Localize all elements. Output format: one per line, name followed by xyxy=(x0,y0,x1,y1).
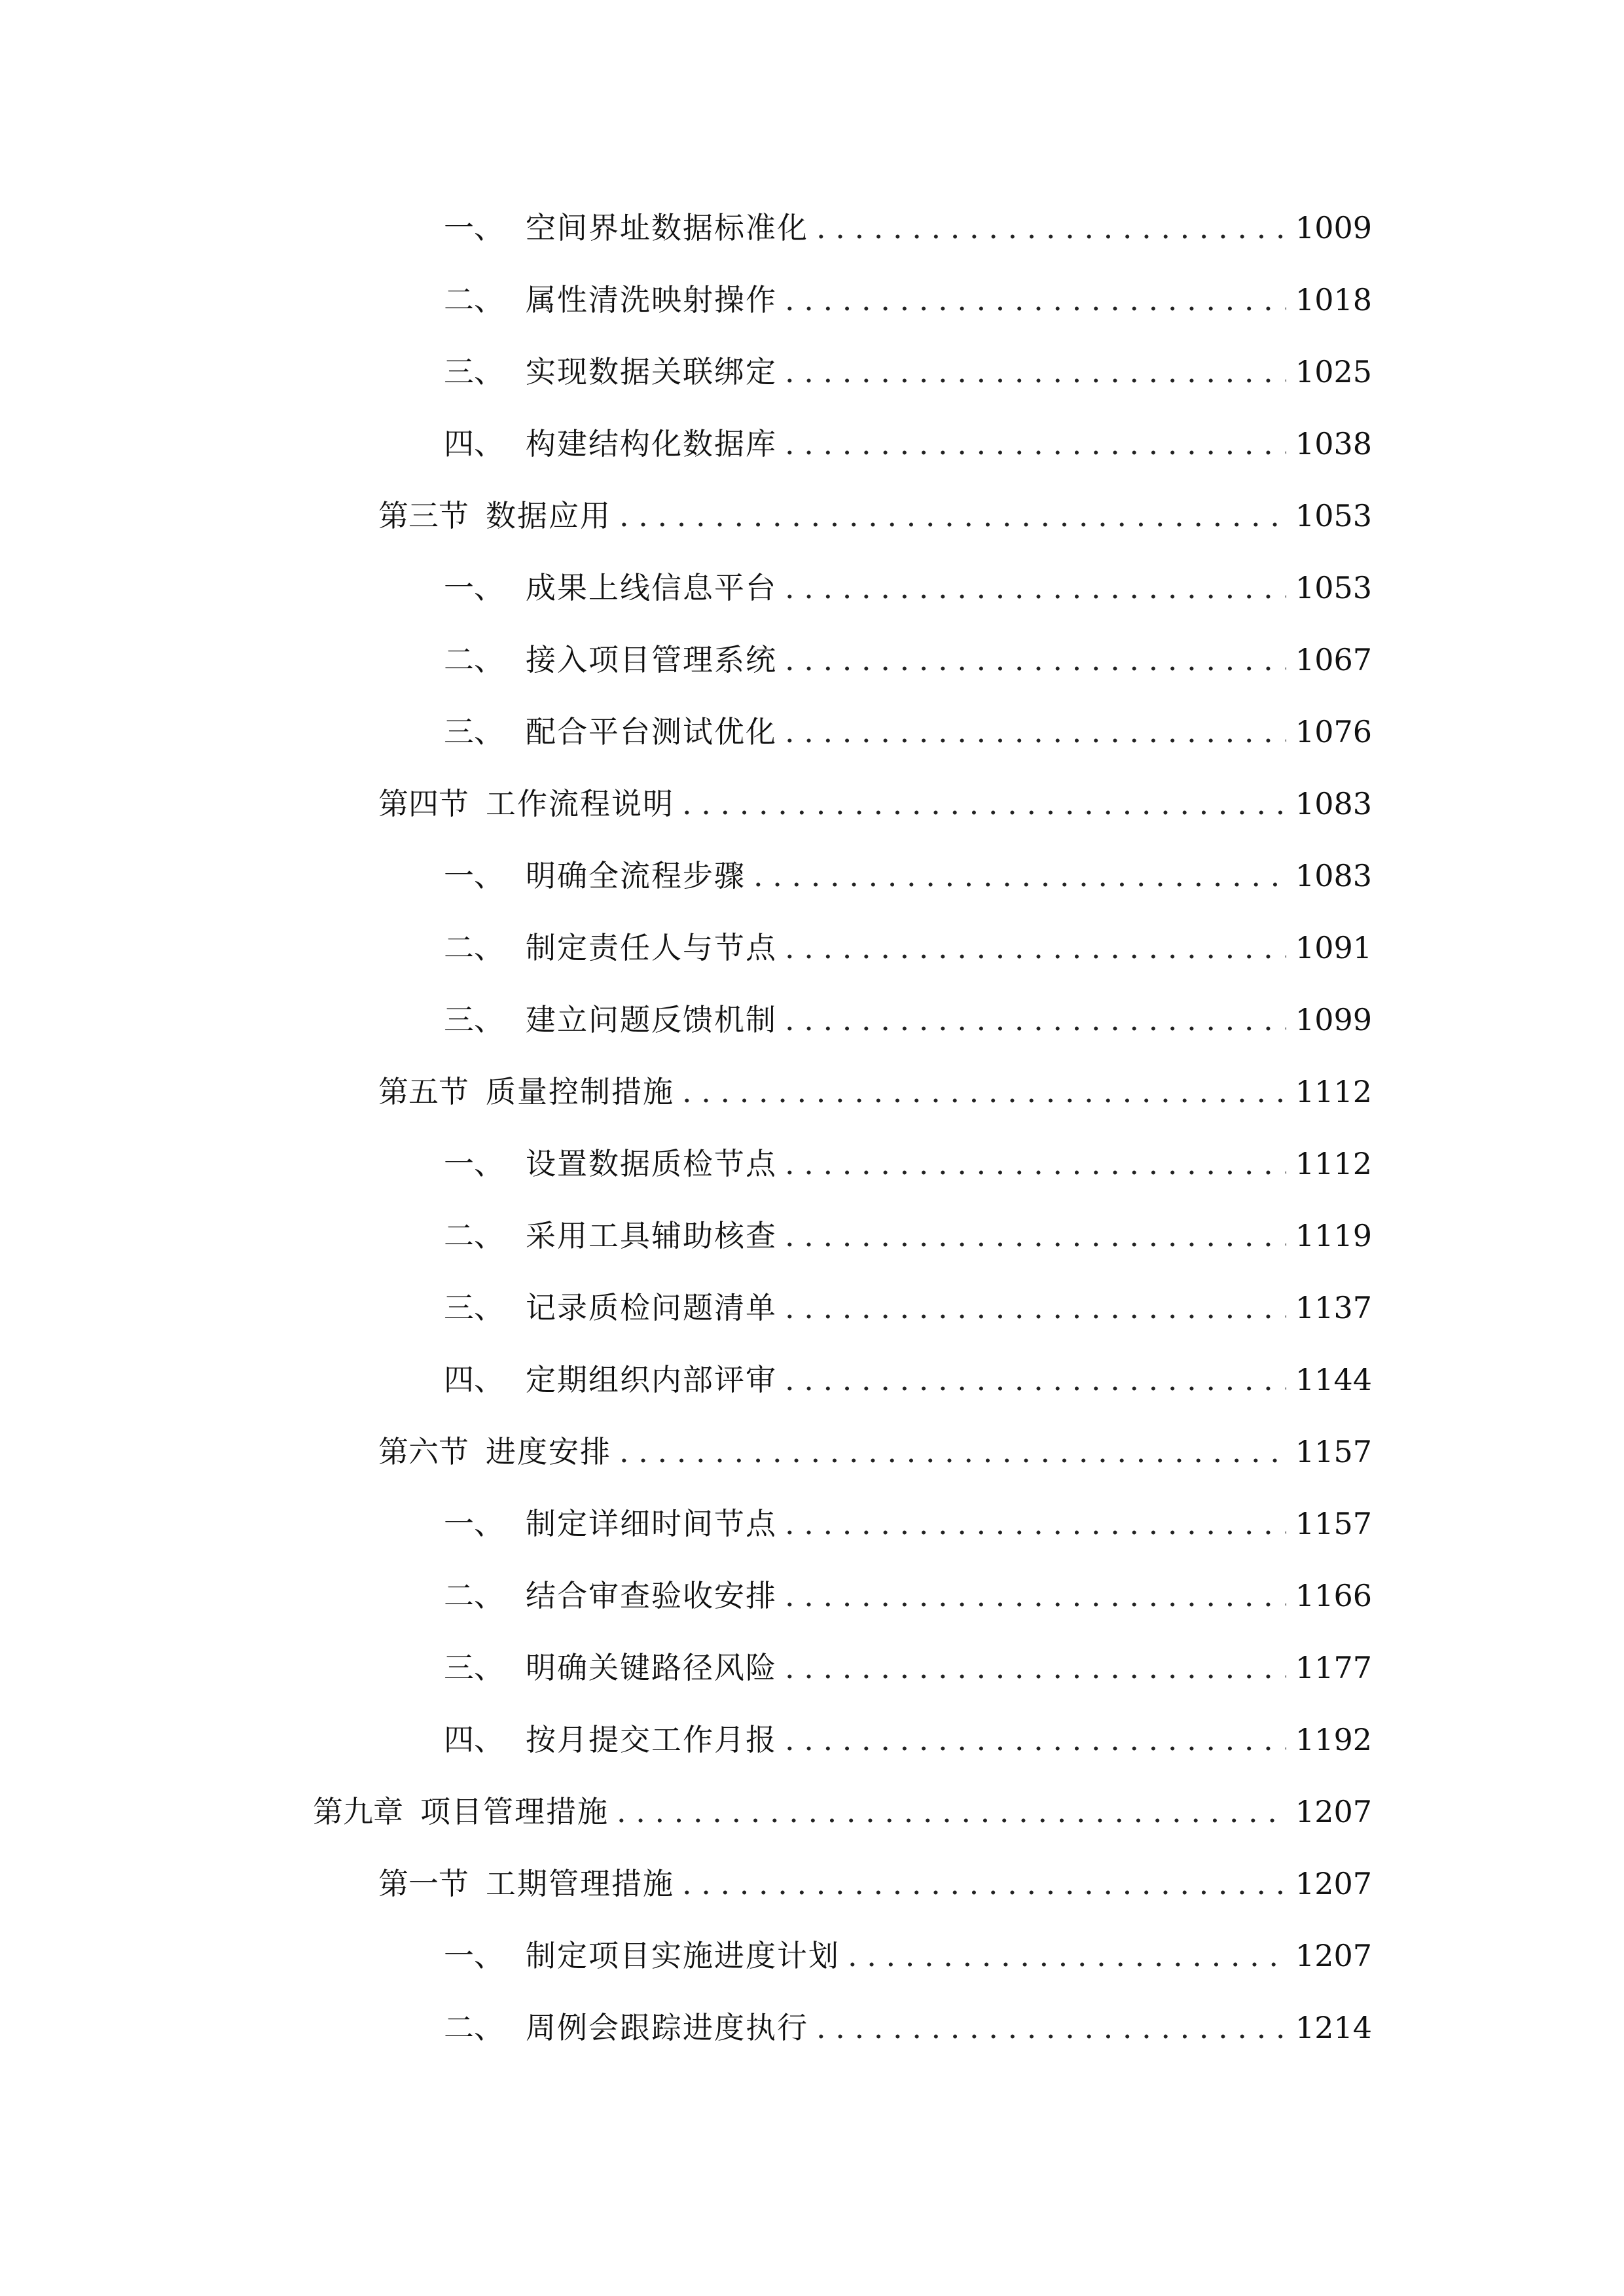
toc-entry[interactable] xyxy=(444,2001,1372,2054)
toc-entry-page: 1112 xyxy=(1295,1074,1372,1109)
toc-dot-leader xyxy=(785,1498,1286,1550)
toc-dot-leader xyxy=(682,1066,1286,1118)
toc-dot-leader xyxy=(619,1426,1286,1478)
toc-entry-number: 一、 xyxy=(444,570,504,605)
toc-dot-leader xyxy=(617,1785,1286,1838)
toc-entry-title: 属性清洗映射操作 xyxy=(526,282,777,317)
toc-entry[interactable] xyxy=(444,1641,1372,1694)
toc-entry-page: 1076 xyxy=(1295,714,1372,749)
toc-entry-title: 工作流程说明 xyxy=(486,786,674,821)
toc-entry-number: 四、 xyxy=(444,1722,504,1757)
toc-dot-leader xyxy=(619,490,1286,542)
toc-entry[interactable] xyxy=(444,274,1372,326)
toc-entry-title: 按月提交工作月报 xyxy=(526,1722,777,1757)
toc-entry-number: 第四节 xyxy=(378,786,469,821)
toc-entry-number: 一、 xyxy=(444,1938,504,1973)
toc-entry-number: 二、 xyxy=(444,1578,504,1613)
toc-entry-page: 1214 xyxy=(1295,2010,1372,2045)
toc-entry-title: 明确全流程步骤 xyxy=(526,858,746,893)
toc-dot-leader xyxy=(785,418,1286,470)
toc-dot-leader xyxy=(785,1354,1286,1406)
toc-entry-number: 第三节 xyxy=(378,498,469,533)
toc-dot-leader xyxy=(785,1570,1286,1622)
toc-entry-page: 1083 xyxy=(1295,858,1372,893)
toc-entry-title: 接入项目管理系统 xyxy=(526,642,777,677)
toc-entry[interactable] xyxy=(444,1138,1372,1190)
toc-dot-leader xyxy=(785,1138,1286,1190)
toc-entry-page: 1025 xyxy=(1295,354,1372,389)
toc-dot-leader xyxy=(682,778,1286,830)
toc-entry-title: 空间界址数据标准化 xyxy=(526,210,808,245)
toc-entry-section[interactable] xyxy=(378,1426,1372,1478)
toc-entry-title: 周例会跟踪进度执行 xyxy=(526,2010,808,2045)
toc-entry-page: 1067 xyxy=(1295,642,1372,677)
toc-entry[interactable] xyxy=(444,202,1372,254)
toc-entry-number: 第一节 xyxy=(378,1866,469,1901)
toc-entry-number: 二、 xyxy=(444,2010,504,2045)
toc-entry-number: 第五节 xyxy=(378,1074,469,1109)
toc-entry-page: 1177 xyxy=(1295,1650,1372,1685)
toc-dot-leader xyxy=(682,1857,1286,1910)
toc-entry-title: 明确关键路径风险 xyxy=(526,1650,777,1685)
toc-entry-page: 1038 xyxy=(1295,426,1372,461)
toc-entry-title: 结合审查验收安排 xyxy=(526,1578,777,1613)
toc-entry[interactable] xyxy=(444,1713,1372,1766)
toc-entry-number: 三、 xyxy=(444,354,504,389)
toc-dot-leader xyxy=(848,1929,1286,1982)
toc-dot-leader xyxy=(816,202,1286,254)
toc-entry-page: 1144 xyxy=(1295,1362,1372,1397)
toc-entry-page: 1018 xyxy=(1295,282,1372,317)
toc-entry[interactable] xyxy=(444,922,1372,974)
toc-entry-number: 第六节 xyxy=(378,1434,469,1469)
toc-entry-title: 设置数据质检节点 xyxy=(526,1146,777,1181)
toc-entry-title: 建立问题反馈机制 xyxy=(526,1002,777,1037)
toc-entry-number: 第九章 xyxy=(313,1794,403,1829)
toc-entry-page: 1157 xyxy=(1295,1506,1372,1541)
toc-entry-number: 一、 xyxy=(444,858,504,893)
toc-entry-page: 1207 xyxy=(1295,1938,1372,1973)
toc-entry-number: 二、 xyxy=(444,930,504,965)
toc-entry-page: 1157 xyxy=(1295,1434,1372,1469)
toc-entry-title: 制定责任人与节点 xyxy=(526,930,777,965)
toc-entry[interactable] xyxy=(444,562,1372,614)
toc-entry-title: 项目管理措施 xyxy=(420,1794,609,1829)
toc-entry-title: 定期组织内部评审 xyxy=(526,1362,777,1397)
toc-entry-chapter[interactable] xyxy=(313,1785,1372,1838)
toc-entry-title: 构建结构化数据库 xyxy=(526,426,777,461)
toc-entry[interactable] xyxy=(444,706,1372,758)
toc-entry-section[interactable] xyxy=(378,490,1372,542)
toc-entry-page: 1192 xyxy=(1295,1722,1372,1757)
toc-dot-leader xyxy=(785,706,1286,758)
toc-entry-number: 二、 xyxy=(444,1218,504,1253)
toc-dot-leader xyxy=(785,1210,1286,1262)
toc-entry-title: 质量控制措施 xyxy=(486,1074,674,1109)
toc-entry-title: 成果上线信息平台 xyxy=(526,570,777,605)
toc-dot-leader xyxy=(785,1713,1286,1766)
toc-dot-leader xyxy=(785,922,1286,974)
toc-entry[interactable] xyxy=(444,1498,1372,1550)
toc-entry-page: 1083 xyxy=(1295,786,1372,821)
toc-entry-number: 二、 xyxy=(444,642,504,677)
toc-entry[interactable] xyxy=(444,850,1372,902)
toc-entry-section[interactable] xyxy=(378,1066,1372,1118)
toc-entry-page: 1053 xyxy=(1295,498,1372,533)
toc-entry-page: 1166 xyxy=(1295,1578,1372,1613)
toc-entry[interactable] xyxy=(444,1570,1372,1622)
toc-entry[interactable] xyxy=(444,1282,1372,1334)
toc-entry[interactable] xyxy=(444,994,1372,1046)
toc-dot-leader xyxy=(785,994,1286,1046)
toc-entry[interactable] xyxy=(444,418,1372,470)
toc-dot-leader xyxy=(785,634,1286,686)
toc-entry-number: 四、 xyxy=(444,426,504,461)
toc-entry-section[interactable] xyxy=(378,778,1372,830)
toc-dot-leader xyxy=(785,562,1286,614)
toc-entry-page: 1137 xyxy=(1295,1290,1372,1325)
toc-entry[interactable] xyxy=(444,1210,1372,1262)
toc-entry-number: 三、 xyxy=(444,1002,504,1037)
toc-entry-section[interactable] xyxy=(378,1857,1372,1910)
toc-entry-number: 三、 xyxy=(444,714,504,749)
toc-entry-title: 实现数据关联绑定 xyxy=(526,354,777,389)
toc-entry-number: 三、 xyxy=(444,1650,504,1685)
toc-entry-number: 一、 xyxy=(444,1146,504,1181)
toc-dot-leader xyxy=(753,850,1286,902)
toc-entry-number: 四、 xyxy=(444,1362,504,1397)
toc-entry-page: 1099 xyxy=(1295,1002,1372,1037)
toc-entry-number: 二、 xyxy=(444,282,504,317)
toc-entry-page: 1112 xyxy=(1295,1146,1372,1181)
toc-entry-title: 记录质检问题清单 xyxy=(526,1290,777,1325)
toc-dot-leader xyxy=(785,346,1286,398)
toc-entry-number: 一、 xyxy=(444,210,504,245)
toc-entry-title: 进度安排 xyxy=(486,1434,611,1469)
toc-entry[interactable] xyxy=(444,346,1372,398)
toc-entry-page: 1053 xyxy=(1295,570,1372,605)
toc-entry-page: 1207 xyxy=(1295,1866,1372,1901)
toc-dot-leader xyxy=(816,2001,1286,2054)
toc-entry-page: 1119 xyxy=(1295,1218,1372,1253)
toc-entry[interactable] xyxy=(444,634,1372,686)
toc-entry-title: 制定项目实施进度计划 xyxy=(526,1938,840,1973)
toc-dot-leader xyxy=(785,274,1286,326)
toc-entry-title: 采用工具辅助核查 xyxy=(526,1218,777,1253)
toc-dot-leader xyxy=(785,1641,1286,1694)
toc-dot-leader xyxy=(785,1282,1286,1334)
toc-entry-page: 1009 xyxy=(1295,210,1372,245)
toc-entry-title: 数据应用 xyxy=(486,498,611,533)
toc-entry[interactable] xyxy=(444,1929,1372,1982)
toc-entry-number: 三、 xyxy=(444,1290,504,1325)
toc-entry-title: 配合平台测试优化 xyxy=(526,714,777,749)
toc-entry-number: 一、 xyxy=(444,1506,504,1541)
toc-entry-page: 1091 xyxy=(1295,930,1372,965)
toc-entry-title: 制定详细时间节点 xyxy=(526,1506,777,1541)
toc-entry-page: 1207 xyxy=(1295,1794,1372,1829)
toc-entry[interactable] xyxy=(444,1354,1372,1406)
toc-entry-title: 工期管理措施 xyxy=(486,1866,674,1901)
